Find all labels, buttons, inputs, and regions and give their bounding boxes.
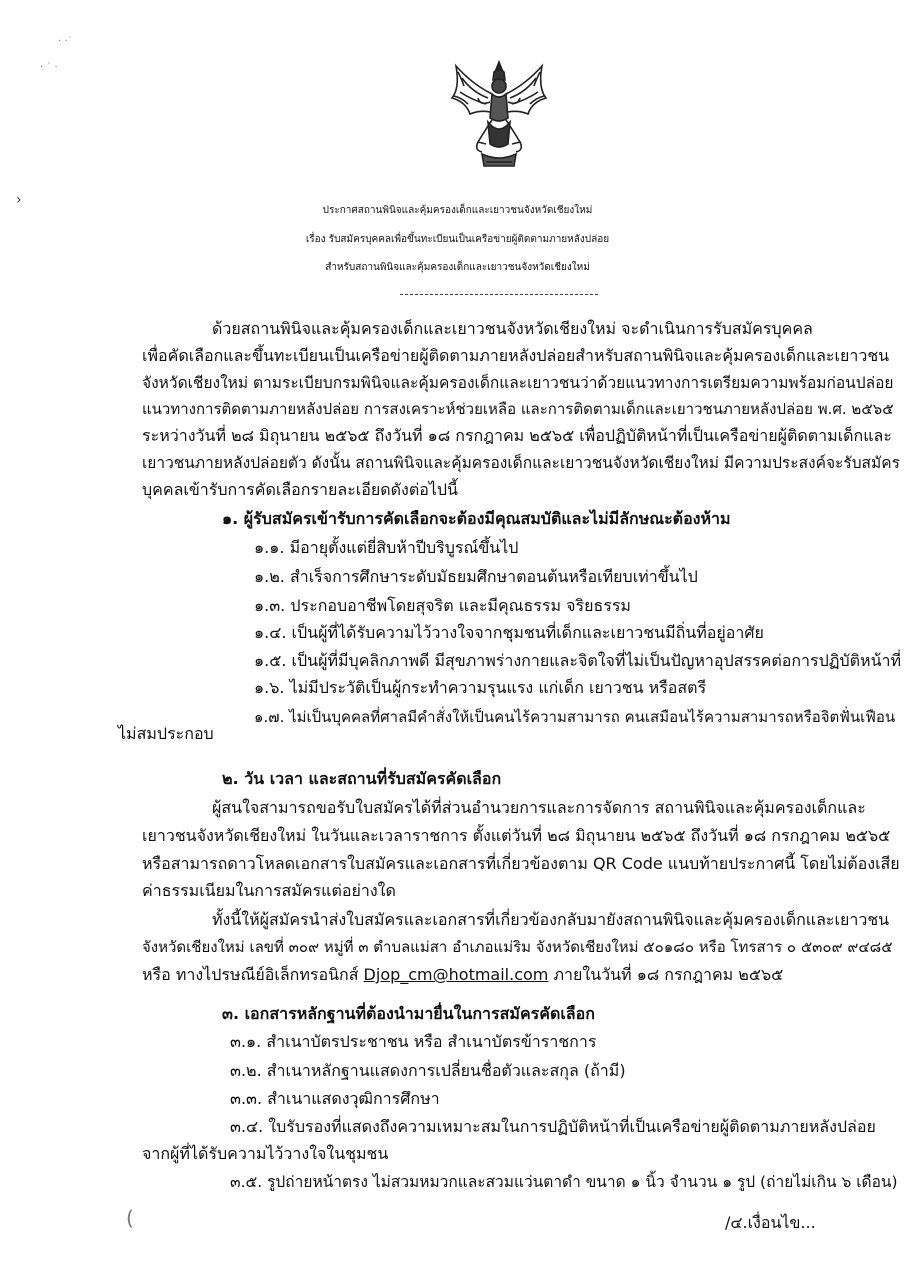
title-line-3: สำหรับสถานพินิจและคุ้มครองเด็กและเยาวชนจังหวัดเชียงใหม่ <box>325 262 590 273</box>
section-1-item: ๑.๓. ประกอบอาชีพโดยสุจริต และมีคุณธรรม จริยธรรม <box>254 596 631 615</box>
section-1-item: ๑.๑. มีอายุตั้งแต่ยี่สิบห้าปีบริบูรณ์ขึ้นไป <box>254 538 519 557</box>
section-1-heading: ๑. ผู้รับสมัครเข้ารับการคัดเลือกจะต้องมีคุณสมบัติและไม่มีลักษณะต้องห้าม <box>222 509 731 528</box>
section-1-item: ๑.๖. ไม่มีประวัติเป็นผู้กระทำความรุนแรง แก่เด็ก เยาวชน หรือสตรี <box>254 678 707 697</box>
section-1-item: ๑.๒. สำเร็จการศึกษาระดับมัธยมศึกษาตอนต้นหรือเทียบเท่าขึ้นไป <box>254 567 698 586</box>
section-1-item: ๑.๕. เป็นผู้ที่มีบุคลิกภาพดี มีสุขภาพร่างกายและจิตใจที่ไม่เป็นปัญหาอุปสรรคต่อการปฏิบัติหน้าที่ <box>254 651 902 670</box>
section-3-item: ๓.๓. สำเนาแสดงวุฒิการศึกษา <box>230 1089 440 1108</box>
section-1-item-cont: ไม่สมประกอบ <box>118 724 214 743</box>
intro-line: เยาวชนภายหลังปล่อยตัว ดังนั้น สถานพินิจและคุ้มครองเด็กและเยาวชนจังหวัดเชียงใหม่ มีความประสงค์จะรับสมัคร <box>142 454 900 472</box>
intro-line: ระหว่างวันที่ ๒๘ มิถุนายน ๒๕๖๕ ถึงวันที่ ๑๘ กรกฎาคม ๒๕๖๕ เพื่อปฏิบัติหน้าที่เป็นเครือข่ายผู้ติดตามเด็กและ <box>142 426 892 445</box>
email-link[interactable]: Djop_cm@hotmail.com <box>363 965 549 984</box>
section-3-item: ๓.๑. สำเนาบัตรประชาชน หรือ สำเนาบัตรข้าราชการ <box>230 1032 597 1051</box>
section-1-item: ๑.๗. ไม่เป็นบุคคลที่ศาลมีคำสั่งให้เป็นคนไร้ความสามารถ คนเสมือนไร้ความสามารถหรือจิตฟั่นเฟือน <box>254 708 896 726</box>
scan-mark: › <box>16 192 22 208</box>
section-1-item: ๑.๔. เป็นผู้ที่ได้รับความไว้วางใจจากชุมชนที่เด็กและเยาวชนมีถิ่นที่อยู่อาศัย <box>254 623 764 642</box>
page-continuation: /๔.เงื่อนไข... <box>725 1213 816 1232</box>
section-2-contact-line <box>142 964 783 986</box>
section-3-item: ๓.๕. รูปถ่ายหน้าตรง ไม่สวมหมวกและสวมแว่นตาดำ ขนาด ๑ นิ้ว จำนวน ๑ รูป (ถ่ายไม่เกิน ๖ เดือน) <box>230 1173 898 1191</box>
contact-deadline: ภายในวันที่ ๑๘ กรกฎาคม ๒๕๖๕ <box>548 965 784 984</box>
section-3-heading: ๓. เอกสารหลักฐานที่ต้องนำมายื่นในการสมัครคัดเลือก <box>222 1004 595 1023</box>
contact-text: หรือ ทางไปรษณีย์อิเล็กทรอนิกส์ <box>142 965 364 984</box>
section-2-line: จังหวัดเชียงใหม่ เลขที่ ๓๐๙ หมู่ที่ ๓ ตำบลแม่สา อำเภอแม่ริม จังหวัดเชียงใหม่ ๕๐๑๘๐ หรือ โทรสาร ๐ ๕๓๐๙ ๙๔๘๕ <box>142 938 893 956</box>
section-2-line: ค่าธรรมเนียมในการสมัครแต่อย่างใด <box>142 881 396 900</box>
section-2-line: เยาวชนจังหวัดเชียงใหม่ ในวันและเวลาราชการ ตั้งแต่วันที่ ๒๘ มิถุนายน ๒๕๖๕ ถึงวันที่ ๑๘ กรกฎาคม ๒๕๖๕ <box>142 826 891 845</box>
garuda-emblem-icon <box>442 58 556 172</box>
section-2-line: หรือสามารถดาวโหลดเอกสารใบสมัครและเอกสารที่เกี่ยวข้องตาม QR Code แนบท้ายประกาศนี้ โดยไม่ต้องเสีย <box>142 854 900 873</box>
intro-line: ด้วยสถานพินิจและคุ้มครองเด็กและเยาวชนจังหวัดเชียงใหม่ จะดำเนินการรับสมัครบุคคล <box>212 319 813 338</box>
document-page: · ·˙ · ˙ · › ( ประกาศสถานพินิจและคุ้มครองเด็กและเยาวชนจังหวัดเชียงใหม่ เรื่อง รับสมัครบุคคลเพื่อขึ้นทะเบียนเป็นเครือข่ายผู้ติดตามภายหลังปล่อย สำหรับสถานพินิจและคุ้มครองเด็กและเยาวชนจังหวัดเชียงใหม่ ด้วยสถานพินิจและคุ้มครองเด็กและเยาวชนจังหวัดเชียงใหม่ จะดำเนินการรับสมัครบุคคล เพื่อคัดเลือกและขึ้นทะเบียนเป็นเครือข่ายผู้ติดตามภายหลังปล่อยสำหรับสถานพินิจและคุ้มครองเด็กและเยาวชน จังหวัดเชียงใหม่ ตามระเบียบกรมพินิจและคุ้มครองเด็กและเยาวชนว่าด้วยแนวทางการเตรียมความพร้อมก่อนปล่อย แนวทางการติดตามภายหลังปล่อย การสงเคราะห์ช่วยเหลือ และการติดตามเด็กและเยาวชนภายหลังปล่อย พ.ศ. ๒๕๖๕ ระหว่างวันที่ ๒๘ มิถุนายน ๒๕๖๕ ถึงวันที่ ๑๘ กรกฎาคม ๒๕๖๕ เพื่อปฏิบัติหน้าที่เป็นเครือข่ายผู้ติดตามเด็กและ เยาวชนภายหลังปล่อยตัว ดังนั้น สถานพินิจและคุ้มครองเด็กและเยาวชนจังหวัดเชียงใหม่ มีความประสงค์จะรับสมัคร บุคคลเข้ารับการคัดเลือกรายละเอียดดังต่อไปนี้ ๑. ผู้รับสมัครเข้ารับการคัดเลือกจะต้องมีคุณสมบัติและไม่มีลักษณะต้องห้าม ๑.๑. มีอายุตั้งแต่ยี่สิบห้าปีบริบูรณ์ขึ้นไป ๑.๒. สำเร็จการศึกษาระดับมัธยมศึกษาตอนต้นหรือเทียบเท่าขึ้นไป ๑.๓. ประกอบอาชีพโดยสุจริต และมีคุณธรรม จริยธรรม ๑.๔. เป็นผู้ที่ได้รับความไว้วางใจจากชุมชนที่เด็กและเยาวชนมีถิ่นที่อยู่อาศัย ๑.๕. เป็นผู้ที่มีบุคลิกภาพดี มีสุขภาพร่างกายและจิตใจที่ไม่เป็นปัญหาอุปสรรคต่อการปฏิบัติหน้าที่ ๑.๖. ไม่มีประวัติเป็นผู้กระทำความรุนแรง แก่เด็ก เยาวชน หรือสตรี ๑.๗. ไม่เป็นบุคคลที่ศาลมีคำสั่งให้เป็นคนไร้ความสามารถ คนเสมือนไร้ความสามารถหรือจิตฟั่นเฟือน ไม่สมประกอบ ๒. วัน เวลา และสถานที่รับสมัครคัดเลือก ผู้สนใจสามารถขอรับใบสมัครได้ที่ส่วนอำนวยการและการจัดการ สถานพินิจและคุ้มครองเด็กและ เยาวชนจังหวัดเชียงใหม่ ในวันและเวลาราชการ ตั้งแต่วันที่ ๒๘ มิถุนายน ๒๕๖๕ ถึงวันที่ ๑๘ กรกฎาคม ๒๕๖๕ หรือสามารถดาวโหลดเอกสารใบสมัครและเอกสารที่เกี่ยวข้องตาม QR Code แนบท้ายประกาศนี้ โดยไม่ต้องเสีย ค่าธรรมเนียมในการสมัครแต่อย่างใด ทั้งนี้ให้ผู้สมัครนำส่งใบสมัครและเอกสารที่เกี่ยวข้องกลับมายังสถานพินิจและคุ้มครองเด็กและเยาวชน จังหวัดเชียงใหม่ เลขที่ ๓๐๙ หมู่ที่ ๓ ตำบลแม่สา อำเภอแม่ริม จังหวัดเชียงใหม่ ๕๐๑๘๐ หรือ โทรสาร ๐ ๕๓๐๙ ๙๔๘๕ หรือ ทางไปรษณีย์อิเล็กทรอนิกส์ Djop_cm@hotmail.com ภายในวันที่ ๑๘ กรกฎาคม ๒๕๖๕ ๓. เอกสารหลักฐานที่ต้องนำมายื่นในการสมัครคัดเลือก ๓.๑. สำเนาบัตรประชาชน หรือ สำเนาบัตรข้าราชการ ๓.๒. สำเนาหลักฐานแสดงการเปลี่ยนชื่อตัวและสกุล (ถ้ามี) ๓.๓. สำเนาแสดงวุฒิการศึกษา ๓.๔. ใบรับรองที่แสดงถึงความเหมาะสมในการปฏิบัติหน้าที่เป็นเครือข่ายผู้ติดตามภายหลังปล่อย จากผู้ที่ได้รับความไว้วางใจในชุมชน ๓.๕. รูปถ่ายหน้าตรง ไม่สวมหมวกและสวมแว่นตาดำ ขนาด ๑ นิ้ว จำนวน ๑ รูป (ถ่ายไม่เกิน ๖ เดือน) /๔.เงื่อนไข... <box>0 0 915 1280</box>
title-line-1: ประกาศสถานพินิจและคุ้มครองเด็กและเยาวชนจังหวัดเชียงใหม่ <box>322 205 593 216</box>
section-3-item: ๓.๒. สำเนาหลักฐานแสดงการเปลี่ยนชื่อตัวและสกุล (ถ้ามี) <box>230 1061 626 1080</box>
section-2-heading: ๒. วัน เวลา และสถานที่รับสมัครคัดเลือก <box>222 769 502 788</box>
section-3-item: ๓.๔. ใบรับรองที่แสดงถึงความเหมาะสมในการปฏิบัติหน้าที่เป็นเครือข่ายผู้ติดตามภายหลังปล่อย <box>230 1117 876 1136</box>
title-line-2: เรื่อง รับสมัครบุคคลเพื่อขึ้นทะเบียนเป็นเครือข่ายผู้ติดตามภายหลังปล่อย <box>305 234 610 245</box>
intro-line: เพื่อคัดเลือกและขึ้นทะเบียนเป็นเครือข่ายผู้ติดตามภายหลังปล่อยสำหรับสถานพินิจและคุ้มครองเด็กและเยาวชน <box>142 346 890 365</box>
intro-line: แนวทางการติดตามภายหลังปล่อย การสงเคราะห์ช่วยเหลือ และการติดตามเด็กและเยาวชนภายหลังปล่อย พ.ศ. ๒๕๖๕ <box>142 400 894 418</box>
section-2-line: ทั้งนี้ให้ผู้สมัครนำส่งใบสมัครและเอกสารที่เกี่ยวข้องกลับมายังสถานพินิจและคุ้มครองเด็กและเยาวชน <box>212 910 890 929</box>
section-2-line: ผู้สนใจสามารถขอรับใบสมัครได้ที่ส่วนอำนวยการและการจัดการ สถานพินิจและคุ้มครองเด็กและ <box>212 798 866 817</box>
intro-line: บุคคลเข้ารับการคัดเลือกรายละเอียดดังต่อไปนี้ <box>142 480 458 499</box>
section-3-item-cont: จากผู้ที่ได้รับความไว้วางใจในชุมชน <box>142 1144 389 1163</box>
title-separator <box>400 294 598 295</box>
intro-line: จังหวัดเชียงใหม่ ตามระเบียบกรมพินิจและคุ้มครองเด็กและเยาวชนว่าด้วยแนวทางการเตรียมความพร้อมก่อนปล่อย <box>142 374 894 392</box>
